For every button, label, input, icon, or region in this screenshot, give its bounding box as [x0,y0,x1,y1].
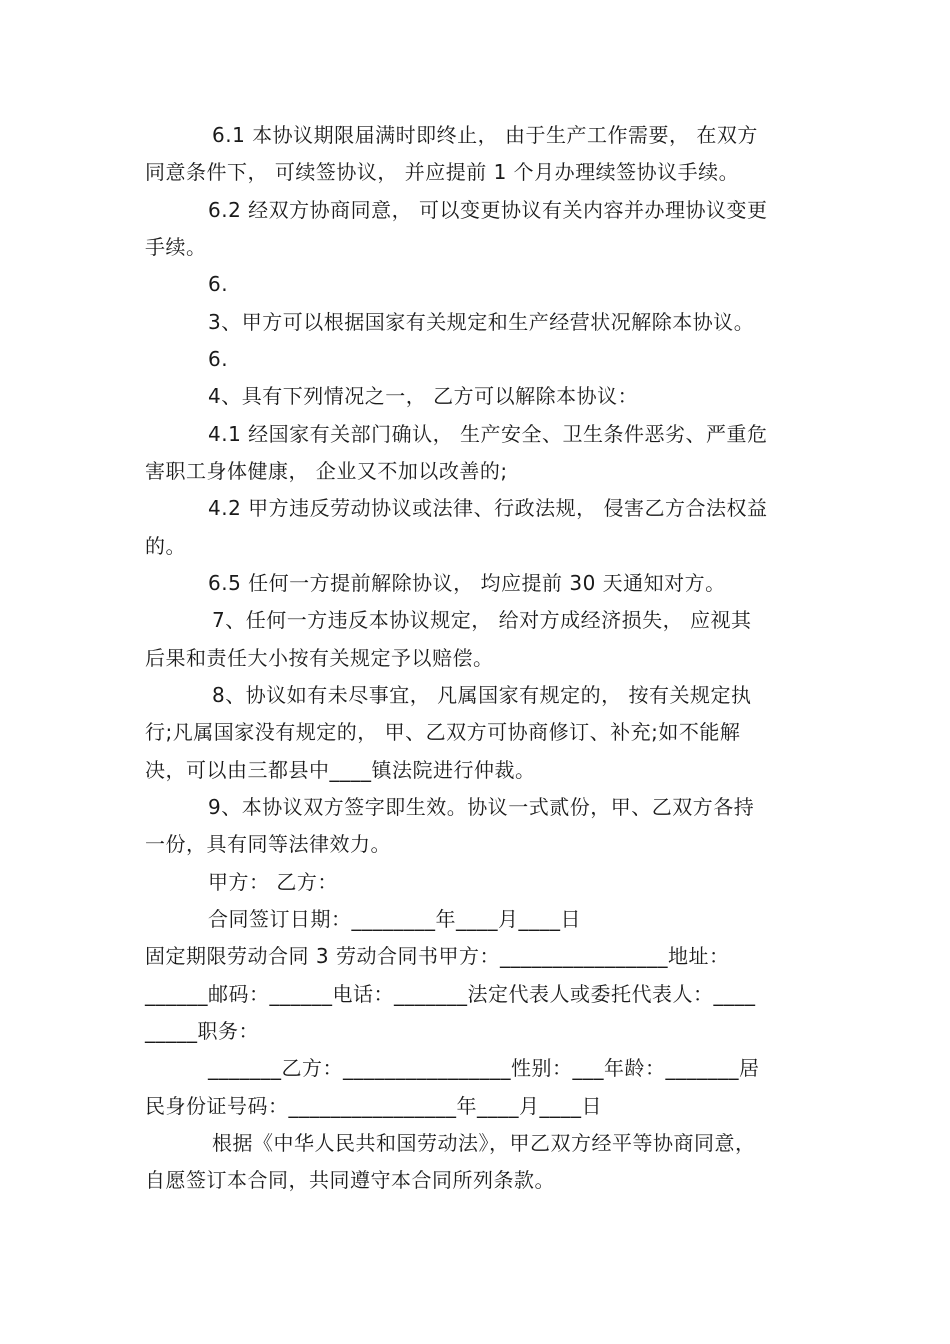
clause-8-line-1: 8、协议如有未尽事宜， 凡属国家有规定的， 按有关规定执 [212,683,752,707]
signing-date: 合同签订日期：________年____月____日 [208,907,581,931]
clause-6-4-number: 6. [208,347,229,371]
clause-4-2-line-2: 的。 [145,534,186,558]
clause-6-3-number: 6. [208,272,229,296]
clause-6-2-line-2: 手续。 [145,235,207,259]
preamble-line-2: 自愿签订本合同，共同遵守本合同所列条款。 [145,1168,555,1192]
clause-7-line-2: 后果和责任大小按有关规定予以赔偿。 [145,646,494,670]
clause-6-5: 6.5 任何一方提前解除协议， 均应提前 30 天通知对方。 [208,571,726,595]
clause-6-2-line-1: 6.2 经双方协商同意， 可以变更协议有关内容并办理协议变更 [208,198,768,222]
clause-8-line-3: 决，可以由三都县中____镇法院进行仲裁。 [145,758,536,782]
party-b-info-line-1: _______乙方：________________性别：___年龄：_______居 [208,1056,760,1080]
clause-4-1-line-1: 4.1 经国家有关部门确认， 生产安全、卫生条件恶劣、严重危 [208,422,768,446]
contract-3-header-line-1: 固定期限劳动合同 3 劳动合同书甲方：________________地址： [145,944,730,968]
clause-4-1-line-2: 害职工身体健康， 企业又不加以改善的; [145,459,508,483]
clause-6-1-line-1: 6.1 本协议期限届满时即终止， 由于生产工作需要， 在双方 [212,123,758,147]
clause-6-1-line-2: 同意条件下， 可续签协议， 并应提前 1 个月办理续签协议手续。 [145,160,740,184]
clause-4-2-line-1: 4.2 甲方违反劳动协议或法律、行政法规， 侵害乙方合法权益 [208,496,768,520]
clause-8-line-2: 行;凡属国家没有规定的， 甲、乙双方可协商修订、补充;如不能解 [145,720,741,744]
signature-parties: 甲方： 乙方： [208,870,338,894]
party-b-info-line-2: 民身份证号码：________________年____月____日 [145,1094,602,1118]
clause-9-line-1: 9、本协议双方签字即生效。协议一式贰份，甲、乙双方各持 [208,795,755,819]
contract-3-header-line-3: _____职务： [145,1019,259,1043]
preamble-line-1: 根据《中华人民共和国劳动法》，甲乙双方经平等协商同意， [212,1131,756,1155]
clause-6-4-text: 4、具有下列情况之一， 乙方可以解除本协议： [208,384,639,408]
contract-3-header-line-2: ______邮码：______电话：_______法定代表人或委托代表人：____ [145,982,756,1006]
clause-6-3-text: 3、甲方可以根据国家有关规定和生产经营状况解除本协议。 [208,310,755,334]
clause-9-line-2: 一份，具有同等法律效力。 [145,832,391,856]
clause-7-line-1: 7、任何一方违反本协议规定， 给对方成经济损失， 应视其 [212,608,752,632]
